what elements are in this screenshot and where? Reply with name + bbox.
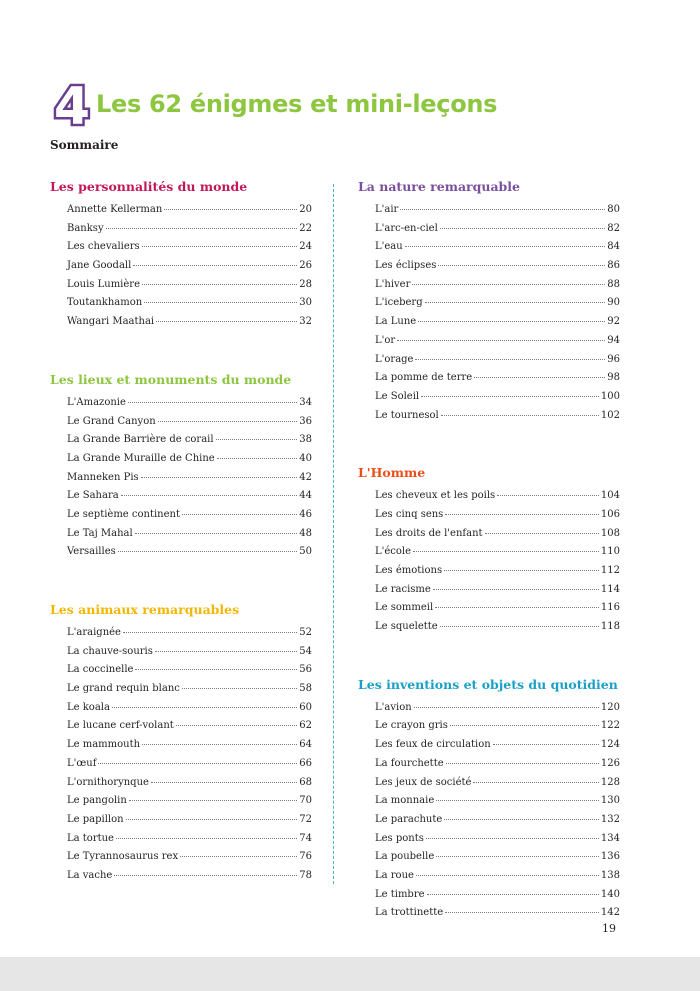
entry-page-number: 24 bbox=[299, 241, 312, 253]
entry-page-number: 102 bbox=[600, 409, 620, 421]
dot-leader bbox=[156, 321, 297, 322]
toc-entry[interactable] bbox=[67, 683, 312, 702]
section-title: Les inventions et objets du quotidien bbox=[358, 676, 618, 692]
toc-entry[interactable] bbox=[375, 204, 620, 223]
entry-page-number: 118 bbox=[600, 621, 620, 633]
chapter-number-glyph bbox=[50, 78, 94, 130]
entry-page-number: 104 bbox=[600, 490, 620, 502]
dot-leader bbox=[427, 894, 599, 895]
dot-leader bbox=[493, 744, 599, 745]
entry-label: Le parachute bbox=[375, 813, 443, 825]
entry-label: Le tournesol bbox=[375, 409, 439, 421]
entry-label: Versailles bbox=[67, 546, 116, 558]
page-number: 19 bbox=[602, 922, 616, 935]
dot-leader bbox=[155, 651, 297, 652]
footer-band bbox=[0, 957, 700, 991]
entry-label: La pomme de terre bbox=[375, 372, 473, 384]
section-title: Les animaux remarquables bbox=[50, 602, 240, 617]
entry-page-number: 90 bbox=[607, 297, 620, 309]
entry-list bbox=[358, 702, 620, 926]
dot-leader bbox=[473, 782, 598, 783]
dot-leader bbox=[135, 533, 298, 534]
toc-entry[interactable] bbox=[67, 204, 312, 223]
entry-list bbox=[50, 204, 312, 335]
entry-label: L'or bbox=[375, 334, 396, 346]
dot-leader bbox=[121, 495, 298, 496]
dot-leader bbox=[142, 284, 297, 285]
dot-leader bbox=[141, 477, 298, 478]
dot-leader bbox=[176, 725, 297, 726]
dot-leader bbox=[414, 707, 599, 708]
entry-page-number: 70 bbox=[299, 795, 312, 807]
dot-leader bbox=[128, 402, 297, 403]
toc-entry[interactable] bbox=[375, 391, 620, 410]
entry-page-number: 26 bbox=[299, 260, 312, 272]
toc-entry[interactable] bbox=[67, 664, 312, 683]
dot-leader bbox=[142, 246, 298, 247]
entry-page-number: 48 bbox=[299, 527, 312, 539]
toc-entry[interactable] bbox=[375, 621, 620, 640]
entry-label: La Grande Barrière de corail bbox=[67, 434, 214, 446]
dot-leader bbox=[112, 707, 297, 708]
entry-page-number: 72 bbox=[299, 813, 312, 825]
entry-label: Annette Kellerman bbox=[67, 204, 163, 215]
dot-leader bbox=[474, 377, 605, 378]
dot-leader bbox=[400, 209, 605, 210]
toc-entry[interactable] bbox=[375, 260, 620, 279]
toc-entry[interactable] bbox=[67, 490, 312, 509]
entry-label: La tortue bbox=[67, 832, 114, 844]
dot-leader bbox=[118, 551, 298, 552]
dot-leader bbox=[217, 458, 298, 459]
toc-section bbox=[50, 178, 312, 335]
entry-page-number: 58 bbox=[299, 683, 312, 695]
dot-leader bbox=[440, 228, 606, 229]
dot-leader bbox=[133, 265, 297, 266]
entry-label: La trottinette bbox=[375, 907, 444, 919]
entry-page-number: 126 bbox=[600, 757, 620, 769]
entry-label: Les ponts bbox=[375, 832, 424, 844]
toc-entry[interactable] bbox=[67, 833, 312, 852]
entry-list bbox=[50, 627, 312, 889]
entry-page-number: 46 bbox=[299, 508, 312, 520]
dot-leader bbox=[426, 838, 599, 839]
toc-entry[interactable] bbox=[375, 490, 620, 509]
entry-page-number: 130 bbox=[600, 795, 620, 807]
entry-label: Wangari Maathai bbox=[67, 316, 155, 328]
entry-page-number: 42 bbox=[299, 471, 312, 483]
entry-label: La fourchette bbox=[375, 757, 444, 769]
toc-entry[interactable] bbox=[375, 372, 620, 391]
dot-leader bbox=[135, 669, 297, 670]
toc-entry[interactable] bbox=[67, 758, 312, 777]
entry-label: La monnaie bbox=[375, 795, 435, 807]
toc-entry[interactable] bbox=[67, 509, 312, 528]
toc-entry[interactable] bbox=[375, 316, 620, 335]
entry-label: Le racisme bbox=[375, 583, 431, 595]
dot-leader bbox=[412, 284, 605, 285]
toc-entry[interactable] bbox=[375, 546, 620, 565]
entry-label: Les éclipses bbox=[375, 260, 437, 272]
toc-section bbox=[358, 464, 620, 640]
entry-label: Le squelette bbox=[375, 621, 438, 633]
toc-entry[interactable] bbox=[375, 354, 620, 373]
dot-leader bbox=[435, 607, 599, 608]
toc-entry[interactable] bbox=[67, 546, 312, 565]
entry-label: Le Tyrannosaurus rex bbox=[67, 851, 179, 863]
toc-left-column bbox=[50, 178, 312, 889]
toc-entry[interactable] bbox=[375, 739, 620, 758]
dot-leader bbox=[416, 875, 599, 876]
dot-leader bbox=[445, 912, 599, 913]
dot-leader bbox=[497, 495, 599, 496]
chapter-number: 4 bbox=[53, 78, 91, 130]
entry-page-number: 32 bbox=[299, 316, 312, 328]
entry-page-number: 120 bbox=[600, 701, 620, 713]
entry-label: L'araignée bbox=[67, 627, 121, 638]
entry-page-number: 92 bbox=[607, 316, 620, 328]
toc-entry[interactable] bbox=[375, 795, 620, 814]
entry-label: Le papillon bbox=[67, 813, 124, 825]
dot-leader bbox=[182, 514, 297, 515]
toc-section bbox=[50, 371, 312, 565]
dot-leader bbox=[438, 265, 605, 266]
entry-label: La poubelle bbox=[375, 851, 435, 863]
chapter-header bbox=[50, 76, 497, 132]
entry-page-number: 96 bbox=[607, 353, 620, 365]
entry-page-number: 112 bbox=[600, 565, 620, 576]
dot-leader bbox=[106, 228, 298, 229]
toc-entry[interactable] bbox=[375, 584, 620, 603]
toc-entry[interactable] bbox=[375, 814, 620, 833]
toc-entry[interactable] bbox=[67, 279, 312, 298]
toc-entry[interactable] bbox=[375, 223, 620, 242]
toc-entry[interactable] bbox=[375, 833, 620, 852]
toc-entry[interactable] bbox=[67, 434, 312, 453]
section-title: Les personnalités du monde bbox=[50, 179, 248, 194]
entry-label: La roue bbox=[375, 869, 414, 881]
dot-leader bbox=[485, 533, 599, 534]
toc-section bbox=[50, 601, 312, 889]
entry-page-number: 34 bbox=[299, 396, 312, 408]
entry-page-number: 82 bbox=[607, 222, 620, 234]
toc-entry[interactable] bbox=[67, 702, 312, 721]
entry-page-number: 86 bbox=[607, 260, 620, 272]
entry-page-number: 30 bbox=[299, 297, 312, 309]
entry-label: Les jeux de société bbox=[375, 776, 472, 788]
section-title: La nature remarquable bbox=[358, 179, 520, 194]
entry-label: Le sommeil bbox=[375, 602, 434, 614]
entry-label: Banksy bbox=[67, 222, 104, 234]
entry-page-number: 20 bbox=[299, 204, 312, 215]
toc-entry[interactable] bbox=[375, 279, 620, 298]
toc-right-column bbox=[358, 178, 620, 926]
chapter-number-icon bbox=[50, 78, 94, 130]
entry-page-number: 114 bbox=[600, 583, 620, 595]
entry-label: Le mammouth bbox=[67, 739, 141, 751]
entry-page-number: 28 bbox=[299, 278, 312, 290]
entry-label: L'Amazonie bbox=[67, 396, 126, 408]
entry-label: La chauve-souris bbox=[67, 645, 153, 657]
toc-entry[interactable] bbox=[375, 509, 620, 528]
entry-page-number: 122 bbox=[600, 720, 620, 732]
toc-entry[interactable] bbox=[67, 260, 312, 279]
entry-label: Le Soleil bbox=[375, 390, 420, 402]
dot-leader bbox=[180, 856, 297, 857]
entry-label: Le koala bbox=[67, 701, 110, 713]
entry-page-number: 100 bbox=[600, 390, 620, 402]
toc-entry[interactable] bbox=[375, 565, 620, 584]
dot-leader bbox=[158, 421, 298, 422]
entry-page-number: 80 bbox=[607, 204, 620, 215]
entry-list bbox=[358, 490, 620, 640]
dot-leader bbox=[126, 819, 298, 820]
toc-entry[interactable] bbox=[375, 777, 620, 796]
dot-leader bbox=[123, 632, 297, 633]
entry-label: Les cinq sens bbox=[375, 508, 444, 520]
dot-leader bbox=[129, 800, 297, 801]
entry-label: Le Taj Mahal bbox=[67, 527, 133, 539]
dot-leader bbox=[151, 782, 297, 783]
toc-entry[interactable] bbox=[67, 453, 312, 472]
entry-label: Le lucane cerf-volant bbox=[67, 720, 174, 732]
toc-entry[interactable] bbox=[67, 870, 312, 889]
entry-label: La coccinelle bbox=[67, 664, 134, 676]
dot-leader bbox=[142, 744, 297, 745]
entry-page-number: 140 bbox=[600, 888, 620, 900]
toc-entry[interactable] bbox=[375, 720, 620, 739]
dot-leader bbox=[436, 856, 599, 857]
entry-page-number: 128 bbox=[600, 776, 620, 788]
toc-entry[interactable] bbox=[375, 241, 620, 260]
entry-label: Le Sahara bbox=[67, 490, 119, 502]
toc-entry[interactable] bbox=[67, 795, 312, 814]
entry-list bbox=[358, 204, 620, 428]
entry-label: L'orage bbox=[375, 353, 414, 365]
toc-entry[interactable] bbox=[67, 316, 312, 335]
section-title: Les lieux et monuments du monde bbox=[50, 371, 292, 387]
entry-label: L'iceberg bbox=[375, 297, 423, 309]
entry-label: Les émotions bbox=[375, 565, 443, 576]
dot-leader bbox=[144, 302, 297, 303]
entry-list bbox=[50, 397, 312, 565]
entry-page-number: 38 bbox=[299, 434, 312, 446]
entry-label: Les chevaliers bbox=[67, 241, 140, 253]
toc-entry[interactable] bbox=[67, 528, 312, 547]
entry-label: Jane Goodall bbox=[67, 260, 132, 272]
toc-entry[interactable] bbox=[375, 758, 620, 777]
entry-page-number: 124 bbox=[600, 739, 620, 751]
entry-page-number: 36 bbox=[299, 415, 312, 427]
toc-entry[interactable] bbox=[375, 889, 620, 908]
page-title: Les 62 énigmes et mini-leçons bbox=[96, 90, 498, 118]
dot-leader bbox=[425, 302, 606, 303]
entry-label: L'avion bbox=[375, 701, 412, 713]
toc-entry[interactable] bbox=[375, 297, 620, 316]
entry-page-number: 136 bbox=[600, 851, 620, 863]
dot-leader bbox=[216, 439, 298, 440]
dot-leader bbox=[397, 340, 605, 341]
entry-page-number: 78 bbox=[299, 869, 312, 881]
dot-leader bbox=[436, 800, 599, 801]
entry-page-number: 54 bbox=[299, 645, 312, 657]
entry-page-number: 50 bbox=[299, 546, 312, 558]
entry-page-number: 134 bbox=[600, 832, 620, 844]
entry-label: Le pangolin bbox=[67, 795, 127, 807]
entry-page-number: 74 bbox=[299, 832, 312, 844]
toc-entry[interactable] bbox=[375, 528, 620, 547]
entry-label: L'œuf bbox=[67, 757, 97, 769]
toc-entry[interactable] bbox=[67, 223, 312, 242]
toc-entry[interactable] bbox=[375, 602, 620, 621]
toc-section bbox=[358, 178, 620, 428]
entry-label: La Lune bbox=[375, 316, 417, 328]
entry-page-number: 94 bbox=[607, 334, 620, 346]
toc-entry[interactable] bbox=[375, 410, 620, 429]
entry-page-number: 60 bbox=[299, 701, 312, 713]
entry-page-number: 108 bbox=[600, 527, 620, 539]
toc-section bbox=[358, 676, 620, 926]
entry-label: La vache bbox=[67, 869, 113, 881]
entry-page-number: 138 bbox=[600, 869, 620, 881]
entry-page-number: 98 bbox=[607, 372, 620, 384]
toc-entry[interactable] bbox=[67, 241, 312, 260]
entry-label: Louis Lumière bbox=[67, 278, 140, 290]
toc-entry[interactable] bbox=[67, 627, 312, 646]
entry-page-number: 64 bbox=[299, 739, 312, 751]
entry-page-number: 22 bbox=[299, 222, 312, 234]
dot-leader bbox=[445, 514, 599, 515]
entry-label: Le Grand Canyon bbox=[67, 415, 156, 427]
toc-entry[interactable] bbox=[67, 720, 312, 739]
entry-page-number: 84 bbox=[607, 241, 620, 253]
entry-label: L'arc-en-ciel bbox=[375, 222, 438, 234]
toc-entry[interactable] bbox=[67, 739, 312, 758]
entry-label: Le grand requin blanc bbox=[67, 683, 180, 695]
entry-label: Le septième continent bbox=[67, 508, 180, 520]
toc-entry[interactable] bbox=[67, 297, 312, 316]
dot-leader bbox=[418, 321, 605, 322]
dot-leader bbox=[114, 875, 297, 876]
toc-entry[interactable] bbox=[375, 335, 620, 354]
entry-page-number: 76 bbox=[299, 851, 312, 863]
toc-entry[interactable] bbox=[375, 907, 620, 926]
dot-leader bbox=[450, 725, 599, 726]
dot-leader bbox=[421, 396, 599, 397]
entry-label: Les cheveux et les poils bbox=[375, 490, 496, 502]
column-divider bbox=[333, 184, 334, 884]
dot-leader bbox=[446, 763, 599, 764]
entry-page-number: 110 bbox=[600, 546, 620, 558]
entry-page-number: 56 bbox=[299, 664, 312, 676]
toc-entry[interactable] bbox=[67, 472, 312, 491]
section-title: L'Homme bbox=[358, 465, 426, 481]
entry-page-number: 142 bbox=[600, 907, 620, 919]
dot-leader bbox=[413, 551, 599, 552]
entry-page-number: 66 bbox=[299, 757, 312, 769]
entry-label: L'école bbox=[375, 546, 412, 558]
entry-label: Le crayon gris bbox=[375, 720, 448, 732]
dot-leader bbox=[440, 626, 599, 627]
dot-leader bbox=[444, 819, 599, 820]
entry-label: Manneken Pis bbox=[67, 471, 139, 483]
entry-page-number: 106 bbox=[600, 508, 620, 520]
toc-entry[interactable] bbox=[67, 851, 312, 870]
toc-entry[interactable] bbox=[67, 646, 312, 665]
entry-label: L'eau bbox=[375, 241, 403, 253]
sommaire-heading: Sommaire bbox=[50, 138, 119, 152]
entry-label: Les feux de circulation bbox=[375, 739, 491, 751]
entry-label: La Grande Muraille de Chine bbox=[67, 452, 215, 464]
entry-page-number: 132 bbox=[600, 813, 620, 825]
entry-page-number: 44 bbox=[299, 490, 312, 502]
toc-entry[interactable] bbox=[375, 870, 620, 889]
entry-label: L'air bbox=[375, 204, 399, 215]
entry-label: L'hiver bbox=[375, 278, 411, 290]
entry-page-number: 52 bbox=[299, 627, 312, 638]
dot-leader bbox=[164, 209, 297, 210]
toc-entry[interactable] bbox=[375, 702, 620, 721]
toc-entry[interactable] bbox=[67, 397, 312, 416]
dot-leader bbox=[116, 838, 297, 839]
toc-entry[interactable] bbox=[67, 416, 312, 435]
toc-entry[interactable] bbox=[67, 777, 312, 796]
dot-leader bbox=[98, 763, 297, 764]
toc-entry[interactable] bbox=[67, 814, 312, 833]
toc-entry[interactable] bbox=[375, 851, 620, 870]
entry-page-number: 62 bbox=[299, 720, 312, 732]
entry-page-number: 116 bbox=[600, 602, 620, 614]
entry-label: Le timbre bbox=[375, 888, 425, 900]
entry-label: L'ornithorynque bbox=[67, 776, 149, 788]
entry-label: Les droits de l'enfant bbox=[375, 527, 483, 539]
dot-leader bbox=[405, 246, 606, 247]
dot-leader bbox=[444, 570, 599, 571]
entry-page-number: 68 bbox=[299, 776, 312, 788]
dot-leader bbox=[182, 688, 297, 689]
entry-page-number: 88 bbox=[607, 278, 620, 290]
entry-page-number: 40 bbox=[299, 452, 312, 464]
entry-label: Toutankhamon bbox=[67, 297, 143, 309]
dot-leader bbox=[433, 589, 599, 590]
dot-leader bbox=[441, 415, 599, 416]
dot-leader bbox=[415, 359, 605, 360]
